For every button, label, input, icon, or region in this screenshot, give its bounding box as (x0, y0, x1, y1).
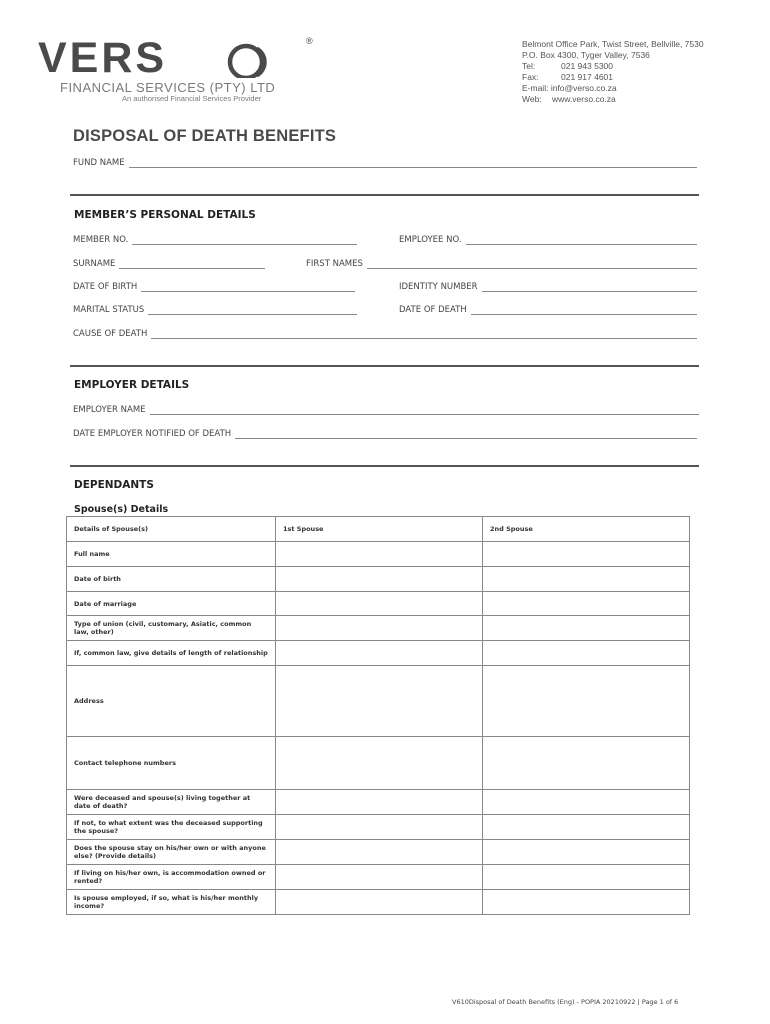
logo-subtitle: FINANCIAL SERVICES (PTY) LTD (60, 80, 276, 95)
page-title: DISPOSAL OF DEATH BENEFITS (73, 127, 337, 145)
spouse-1-cell[interactable] (276, 542, 483, 567)
identity-number-line[interactable] (482, 284, 697, 292)
spouse-1-cell[interactable] (276, 840, 483, 865)
row-label: Were deceased and spouse(s) living together at date of death? (67, 790, 276, 815)
marital-status-line[interactable] (148, 307, 357, 315)
section-divider (70, 465, 699, 467)
employer-name-label: EMPLOYER NAME (73, 405, 146, 415)
spouse-details-table (66, 516, 690, 915)
date-of-birth-line[interactable] (141, 284, 355, 292)
employer-name-field[interactable] (73, 405, 699, 415)
logo-tagline: An authorised Financial Services Provider (122, 94, 262, 103)
web-row (522, 94, 704, 105)
cause-of-death-field[interactable] (73, 329, 697, 339)
fax-value: 021 917 4601 (561, 72, 613, 82)
spouse-1-cell[interactable] (276, 737, 483, 790)
row-label: If not, to what extent was the deceased supporting the spouse? (67, 815, 276, 840)
table-row (67, 592, 690, 616)
company-logo (38, 34, 313, 106)
date-notified-field[interactable] (73, 429, 697, 439)
table-row (67, 666, 690, 737)
first-names-field[interactable] (306, 259, 697, 269)
row-label: Does the spouse stay on his/her own or with anyone else? (Provide details) (67, 840, 276, 865)
header-details: Details of Spouse(s) (67, 517, 276, 542)
row-label: Full name (67, 542, 276, 567)
row-label: If, common law, give details of length of relationship (67, 641, 276, 666)
tel-row (522, 61, 704, 72)
fund-name-label: FUND NAME (73, 158, 125, 168)
spouse-2-cell[interactable] (483, 567, 690, 592)
member-section-title: MEMBER’S PERSONAL DETAILS (74, 209, 256, 221)
row-label: Type of union (civil, customary, Asiatic, common law, other) (67, 616, 276, 641)
identity-number-label: IDENTITY NUMBER (399, 282, 478, 292)
employer-section-title: EMPLOYER DETAILS (74, 379, 190, 391)
section-divider (70, 365, 699, 367)
table-row (67, 737, 690, 790)
spouse-2-cell[interactable] (483, 666, 690, 737)
section-divider (70, 194, 699, 196)
employee-no-field[interactable] (399, 235, 697, 245)
fund-name-field[interactable] (73, 158, 697, 168)
surname-field[interactable] (73, 259, 265, 269)
tel-label: Tel: (522, 61, 536, 71)
row-label: Address (67, 666, 276, 737)
spouse-1-cell[interactable] (276, 865, 483, 890)
spouse-1-cell[interactable] (276, 616, 483, 641)
fund-name-line[interactable] (129, 160, 697, 168)
email-label: E-mail: (522, 83, 549, 93)
table-row (67, 616, 690, 641)
fax-row (522, 72, 704, 83)
spouse-1-cell[interactable] (276, 641, 483, 666)
spouse-2-cell[interactable] (483, 592, 690, 616)
web-value[interactable]: www.verso.co.za (552, 94, 616, 104)
spouse-2-cell[interactable] (483, 840, 690, 865)
email-row (522, 83, 704, 94)
spouse-details-subtitle: Spouse(s) Details (74, 504, 169, 515)
employee-no-label: EMPLOYEE NO. (399, 235, 462, 245)
spouse-1-cell[interactable] (276, 890, 483, 915)
tel-value: 021 943 5300 (561, 61, 613, 71)
row-label: Date of birth (67, 567, 276, 592)
row-label: Is spouse employed, if so, what is his/her monthly income? (67, 890, 276, 915)
table-row (67, 890, 690, 915)
table-row (67, 865, 690, 890)
first-names-label: FIRST NAMES (306, 259, 363, 269)
logo-wordmark: VERS (38, 34, 168, 82)
identity-number-field[interactable] (399, 282, 697, 292)
spouse-1-cell[interactable] (276, 592, 483, 616)
web-label: Web: (522, 94, 542, 104)
marital-status-label: MARITAL STATUS (73, 305, 145, 315)
spouse-1-cell[interactable] (276, 666, 483, 737)
spouse-2-cell[interactable] (483, 616, 690, 641)
page-footer: V610Disposal of Death Benefits (Eng) - POPIA 20210922 | Page 1 of 6 (452, 998, 679, 1006)
contact-block (522, 39, 704, 105)
spouse-1-cell[interactable] (276, 567, 483, 592)
employer-name-line[interactable] (150, 407, 699, 415)
date-of-birth-field[interactable] (73, 282, 355, 292)
row-label: Contact telephone numbers (67, 737, 276, 790)
spouse-2-cell[interactable] (483, 737, 690, 790)
registered-mark: ® (306, 36, 313, 46)
member-no-field[interactable] (73, 235, 357, 245)
member-no-line[interactable] (132, 237, 357, 245)
spouse-2-cell[interactable] (483, 542, 690, 567)
cause-of-death-label: CAUSE OF DEATH (73, 329, 148, 339)
date-notified-line[interactable] (235, 431, 697, 439)
cause-of-death-line[interactable] (151, 331, 697, 339)
table-header-row (67, 517, 690, 542)
header-1st-spouse: 1st Spouse (276, 517, 483, 542)
row-label: If living on his/her own, is accommodation owned or rented? (67, 865, 276, 890)
spouse-2-cell[interactable] (483, 865, 690, 890)
date-notified-label: DATE EMPLOYER NOTIFIED OF DEATH (73, 429, 232, 439)
date-of-death-label: DATE OF DEATH (399, 305, 467, 315)
address-line-2: P.O. Box 4300, Tyger Valley, 7536 (522, 50, 650, 60)
date-of-birth-label: DATE OF BIRTH (73, 282, 138, 292)
first-names-line[interactable] (367, 261, 697, 269)
spouse-2-cell[interactable] (483, 641, 690, 666)
employee-no-line[interactable] (466, 237, 697, 245)
spouse-2-cell[interactable] (483, 890, 690, 915)
spouse-2-cell[interactable] (483, 790, 690, 815)
email-value[interactable]: info@verso.co.za (550, 83, 617, 93)
header-2nd-spouse: 2nd Spouse (483, 517, 690, 542)
marital-status-field[interactable] (73, 305, 357, 315)
table-row (67, 567, 690, 592)
dependants-section-title: DEPENDANTS (74, 479, 154, 491)
date-of-death-field[interactable] (399, 305, 697, 315)
table-row (67, 840, 690, 865)
table-row (67, 641, 690, 666)
date-of-death-line[interactable] (471, 307, 697, 315)
row-label: Date of marriage (67, 592, 276, 616)
member-no-label: MEMBER NO. (73, 235, 129, 245)
surname-label: SURNAME (73, 259, 116, 269)
surname-line[interactable] (119, 261, 265, 269)
fax-label: Fax: (522, 72, 539, 82)
spouse-1-cell[interactable] (276, 790, 483, 815)
table-row (67, 790, 690, 815)
table-row (67, 815, 690, 840)
spouse-2-cell[interactable] (483, 815, 690, 840)
logo-o-mark-icon (223, 42, 293, 78)
table-row (67, 542, 690, 567)
spouse-1-cell[interactable] (276, 815, 483, 840)
address-line-1: Belmont Office Park, Twist Street, Bellville, 7530 (522, 39, 704, 49)
